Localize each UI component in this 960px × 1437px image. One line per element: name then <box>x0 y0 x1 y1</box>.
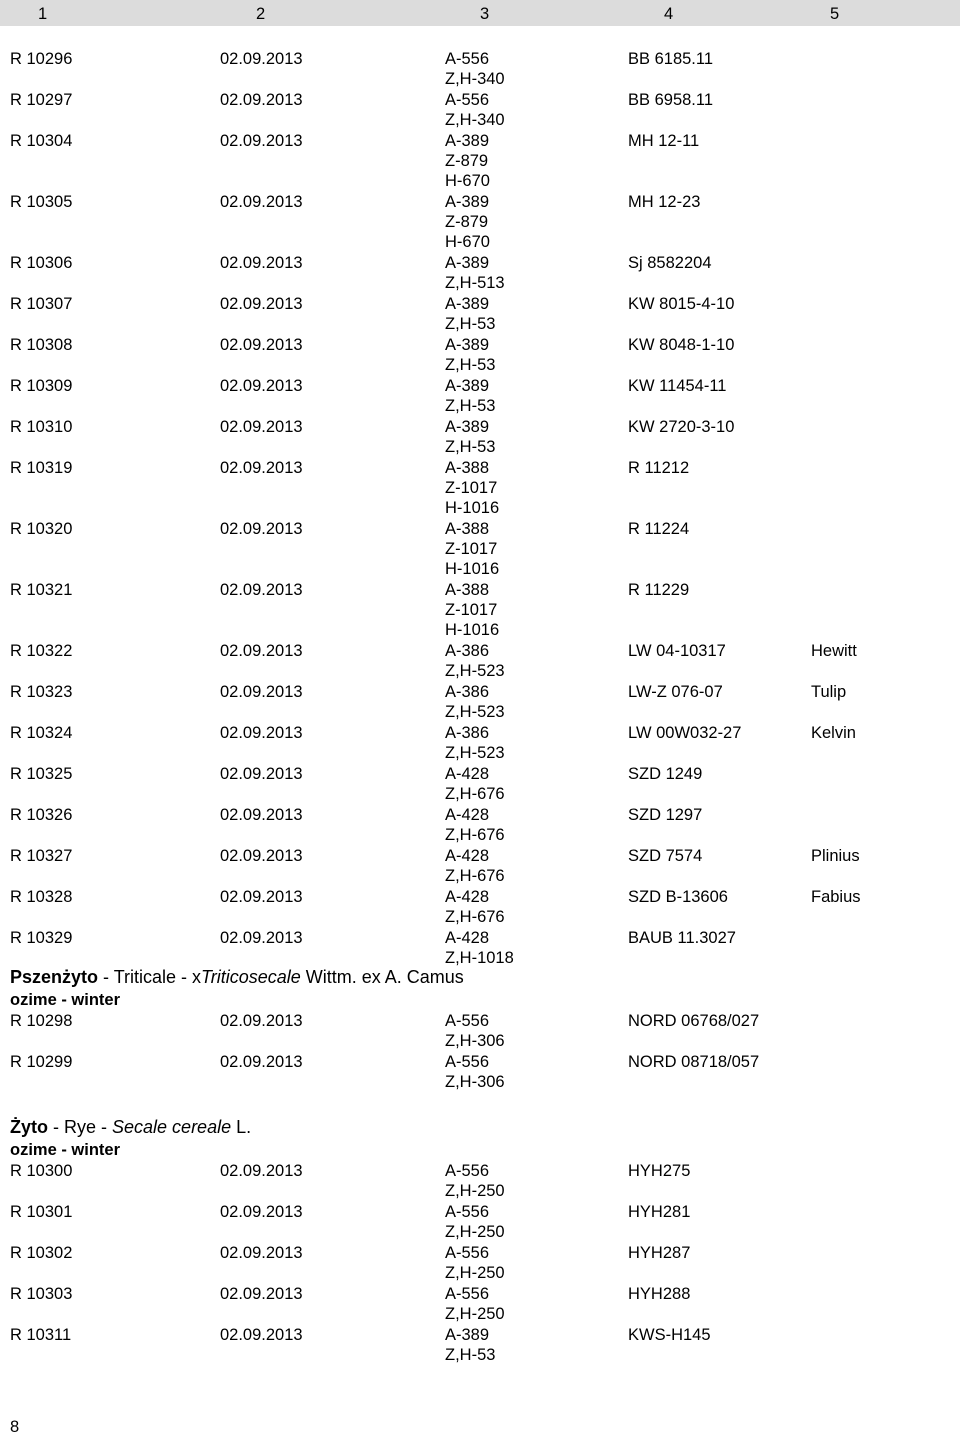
registration-number: R 10311 <box>10 1326 72 1344</box>
table-row <box>10 376 950 417</box>
code-line: Z-1017 <box>445 479 498 497</box>
codes-cell <box>445 335 495 375</box>
variety-name: Plinius <box>811 847 860 865</box>
breeding-line: HYH281 <box>628 1203 691 1221</box>
table-row <box>10 1284 950 1325</box>
registration-date: 02.09.2013 <box>220 1244 303 1262</box>
code-line: H-1016 <box>445 621 500 639</box>
registration-number: R 10306 <box>10 254 73 272</box>
code-line: A-389 <box>445 132 490 150</box>
codes-cell <box>445 805 505 845</box>
code-line: Z,H-250 <box>445 1182 505 1200</box>
breeding-line: NORD 06768/027 <box>628 1012 760 1030</box>
breeding-line: Sj 8582204 <box>628 254 712 272</box>
codes-cell <box>445 723 505 763</box>
code-line: Z,H-306 <box>445 1032 505 1050</box>
column-header-row <box>0 0 960 26</box>
table-row <box>10 417 950 458</box>
breeding-line: KW 8048-1-10 <box>628 336 735 354</box>
section-title-rye: Żyto - Rye - Secale cereale L. <box>10 1117 252 1137</box>
section-title-triticale: Pszenżyto - Triticale - xTriticosecale Wittm. ex A. Camus <box>10 967 464 987</box>
code-line: A-556 <box>445 1203 490 1221</box>
codes-cell <box>445 294 495 334</box>
breeding-line: R 11212 <box>628 459 690 477</box>
code-line: Z,H-250 <box>445 1305 505 1323</box>
codes-cell <box>445 1284 505 1324</box>
breeding-line: LW 04-10317 <box>628 642 726 660</box>
code-line: A-556 <box>445 1244 490 1262</box>
breeding-line: SZD 7574 <box>628 847 703 865</box>
code-line: Z,H-53 <box>445 315 496 333</box>
code-line: Z-1017 <box>445 601 498 619</box>
code-line: Z,H-250 <box>445 1223 505 1241</box>
breeding-line: BAUB 11.3027 <box>628 929 736 947</box>
breeding-line: R 11229 <box>628 581 690 599</box>
registration-number: R 10326 <box>10 806 73 824</box>
table-row <box>10 458 950 519</box>
breeding-line: KW 2720-3-10 <box>628 418 735 436</box>
registration-date: 02.09.2013 <box>220 581 303 599</box>
breeding-line: KWS-H145 <box>628 1326 711 1344</box>
code-line: Z,H-53 <box>445 438 496 456</box>
registration-date: 02.09.2013 <box>220 888 303 906</box>
code-line: Z,H-523 <box>445 662 505 680</box>
code-line: A-386 <box>445 642 490 660</box>
codes-cell <box>445 417 495 457</box>
codes-cell <box>445 764 505 804</box>
code-line: Z,H-676 <box>445 908 505 926</box>
codes-cell <box>445 49 505 89</box>
variety-name: Hewitt <box>811 642 857 660</box>
codes-cell <box>445 192 490 252</box>
breeding-line: SZD 1297 <box>628 806 703 824</box>
codes-cell <box>445 887 505 927</box>
registration-number: R 10322 <box>10 642 73 660</box>
code-line: A-389 <box>445 336 490 354</box>
code-line: Z,H-676 <box>445 826 505 844</box>
registration-number: R 10325 <box>10 765 73 783</box>
registration-number: R 10305 <box>10 193 73 211</box>
registration-date: 02.09.2013 <box>220 1326 303 1344</box>
codes-cell <box>445 846 505 886</box>
registration-date: 02.09.2013 <box>220 806 303 824</box>
registration-date: 02.09.2013 <box>220 683 303 701</box>
table-row <box>10 1243 950 1284</box>
code-line: H-1016 <box>445 499 500 517</box>
table-row <box>10 1202 950 1243</box>
registration-number: R 10299 <box>10 1053 73 1071</box>
breeding-line: MH 12-23 <box>628 193 701 211</box>
registration-date: 02.09.2013 <box>220 336 303 354</box>
table-row <box>10 723 950 764</box>
codes-cell <box>445 1202 505 1242</box>
page-number: 8 <box>10 1418 20 1436</box>
code-line: A-388 <box>445 459 490 477</box>
registration-number: R 10321 <box>10 581 73 599</box>
breeding-line: BB 6185.11 <box>628 50 714 68</box>
section-subtitle-rye: ozime - winter <box>10 1141 121 1159</box>
code-line: A-428 <box>445 765 490 783</box>
registration-date: 02.09.2013 <box>220 1162 303 1180</box>
registration-number: R 10329 <box>10 929 73 947</box>
table-row <box>10 1325 950 1366</box>
code-line: A-428 <box>445 806 490 824</box>
code-line: A-389 <box>445 1326 490 1344</box>
codes-cell <box>445 1325 495 1365</box>
table-row <box>10 580 950 641</box>
main-register-table <box>10 49 950 968</box>
column-header-3: 3 <box>480 5 490 23</box>
registration-number: R 10304 <box>10 132 73 150</box>
registration-number: R 10319 <box>10 459 73 477</box>
code-line: Z,H-676 <box>445 785 505 803</box>
breeding-line: R 11224 <box>628 520 690 538</box>
table-row <box>10 131 950 192</box>
codes-cell <box>445 580 499 640</box>
section-subtitle-triticale: ozime - winter <box>10 991 121 1009</box>
codes-cell <box>445 519 499 579</box>
code-line: A-386 <box>445 724 490 742</box>
codes-cell <box>445 1161 505 1201</box>
code-line: A-388 <box>445 581 490 599</box>
rye-register-table <box>10 1161 950 1366</box>
code-line: A-389 <box>445 377 490 395</box>
column-header-5: 5 <box>830 5 840 23</box>
registration-number: R 10298 <box>10 1012 73 1030</box>
table-row <box>10 253 950 294</box>
breeding-line: MH 12-11 <box>628 132 700 150</box>
table-row <box>10 1011 950 1052</box>
codes-cell <box>445 131 490 191</box>
code-line: A-389 <box>445 295 490 313</box>
registration-number: R 10320 <box>10 520 73 538</box>
code-line: A-428 <box>445 847 490 865</box>
registration-date: 02.09.2013 <box>220 1203 303 1221</box>
breeding-line: HYH275 <box>628 1162 691 1180</box>
registration-number: R 10324 <box>10 724 73 742</box>
codes-cell <box>445 641 505 681</box>
registration-number: R 10301 <box>10 1203 73 1221</box>
table-row <box>10 335 950 376</box>
code-line: Z,H-53 <box>445 356 496 374</box>
code-line: Z,H-1018 <box>445 949 514 967</box>
code-line: Z,H-306 <box>445 1073 505 1091</box>
code-line: A-556 <box>445 1162 490 1180</box>
column-header-4: 4 <box>664 5 674 23</box>
code-line: A-428 <box>445 929 490 947</box>
codes-cell <box>445 90 505 130</box>
registration-number: R 10323 <box>10 683 73 701</box>
code-line: A-556 <box>445 1053 490 1071</box>
breeding-line: KW 8015-4-10 <box>628 295 735 313</box>
registration-date: 02.09.2013 <box>220 254 303 272</box>
variety-name: Fabius <box>811 888 861 906</box>
triticale-register-table <box>10 1011 950 1093</box>
code-line: A-389 <box>445 418 490 436</box>
code-line: A-556 <box>445 1285 490 1303</box>
code-line: Z-1017 <box>445 540 498 558</box>
registration-number: R 10303 <box>10 1285 73 1303</box>
code-line: H-1016 <box>445 560 500 578</box>
table-row <box>10 928 950 968</box>
code-line: A-428 <box>445 888 490 906</box>
registration-date: 02.09.2013 <box>220 193 303 211</box>
table-row <box>10 519 950 580</box>
code-line: Z-879 <box>445 152 489 170</box>
registration-date: 02.09.2013 <box>220 50 303 68</box>
code-line: Z,H-676 <box>445 867 505 885</box>
registration-date: 02.09.2013 <box>220 418 303 436</box>
code-line: A-386 <box>445 683 490 701</box>
table-row <box>10 764 950 805</box>
codes-cell <box>445 1052 505 1092</box>
code-line: A-388 <box>445 520 490 538</box>
code-line: Z,H-523 <box>445 744 505 762</box>
column-header-1: 1 <box>38 5 48 23</box>
table-row <box>10 49 950 90</box>
registration-date: 02.09.2013 <box>220 847 303 865</box>
registration-date: 02.09.2013 <box>220 724 303 742</box>
codes-cell <box>445 1011 505 1051</box>
registration-number: R 10307 <box>10 295 73 313</box>
registration-number: R 10302 <box>10 1244 73 1262</box>
table-row <box>10 846 950 887</box>
breeding-line: LW 00W032-27 <box>628 724 742 742</box>
codes-cell <box>445 253 505 293</box>
registration-date: 02.09.2013 <box>220 1012 303 1030</box>
breeding-line: LW-Z 076-07 <box>628 683 723 701</box>
registration-date: 02.09.2013 <box>220 295 303 313</box>
code-line: A-556 <box>445 1012 490 1030</box>
registration-date: 02.09.2013 <box>220 1285 303 1303</box>
breeding-line: BB 6958.11 <box>628 91 714 109</box>
registration-date: 02.09.2013 <box>220 91 303 109</box>
registration-date: 02.09.2013 <box>220 377 303 395</box>
code-line: A-556 <box>445 91 490 109</box>
code-line: Z,H-53 <box>445 1346 496 1364</box>
breeding-line: HYH287 <box>628 1244 691 1262</box>
code-line: A-389 <box>445 193 490 211</box>
table-row <box>10 1052 950 1093</box>
registration-date: 02.09.2013 <box>220 929 303 947</box>
registration-number: R 10300 <box>10 1162 73 1180</box>
breeding-line: SZD B-13606 <box>628 888 728 906</box>
table-row <box>10 1161 950 1202</box>
breeding-line: SZD 1249 <box>628 765 703 783</box>
code-line: A-389 <box>445 254 490 272</box>
registration-date: 02.09.2013 <box>220 459 303 477</box>
table-row <box>10 192 950 253</box>
registration-date: 02.09.2013 <box>220 765 303 783</box>
variety-name: Tulip <box>811 683 847 701</box>
registration-number: R 10309 <box>10 377 73 395</box>
code-line: Z,H-340 <box>445 70 505 88</box>
code-line: H-670 <box>445 233 490 251</box>
code-line: Z,H-340 <box>445 111 505 129</box>
codes-cell <box>445 376 495 416</box>
registration-number: R 10310 <box>10 418 73 436</box>
registration-date: 02.09.2013 <box>220 132 303 150</box>
table-row <box>10 682 950 723</box>
registration-number: R 10297 <box>10 91 73 109</box>
breeding-line: KW 11454-11 <box>628 377 727 395</box>
code-line: Z,H-250 <box>445 1264 505 1282</box>
registration-number: R 10328 <box>10 888 73 906</box>
registration-date: 02.09.2013 <box>220 1053 303 1071</box>
registration-date: 02.09.2013 <box>220 642 303 660</box>
code-line: A-556 <box>445 50 490 68</box>
registration-number: R 10308 <box>10 336 73 354</box>
column-header-2: 2 <box>256 5 266 23</box>
codes-cell <box>445 1243 505 1283</box>
registration-number: R 10296 <box>10 50 73 68</box>
codes-cell <box>445 682 505 722</box>
table-row <box>10 90 950 131</box>
breeding-line: HYH288 <box>628 1285 691 1303</box>
code-line: Z,H-523 <box>445 703 505 721</box>
table-row <box>10 294 950 335</box>
table-row <box>10 887 950 928</box>
breeding-line: NORD 08718/057 <box>628 1053 760 1071</box>
code-line: Z,H-513 <box>445 274 505 292</box>
registration-date: 02.09.2013 <box>220 520 303 538</box>
registration-number: R 10327 <box>10 847 73 865</box>
table-row <box>10 805 950 846</box>
codes-cell <box>445 928 514 968</box>
variety-name: Kelvin <box>811 724 856 742</box>
codes-cell <box>445 458 499 518</box>
code-line: H-670 <box>445 172 490 190</box>
code-line: Z,H-53 <box>445 397 496 415</box>
code-line: Z-879 <box>445 213 489 231</box>
table-row <box>10 641 950 682</box>
